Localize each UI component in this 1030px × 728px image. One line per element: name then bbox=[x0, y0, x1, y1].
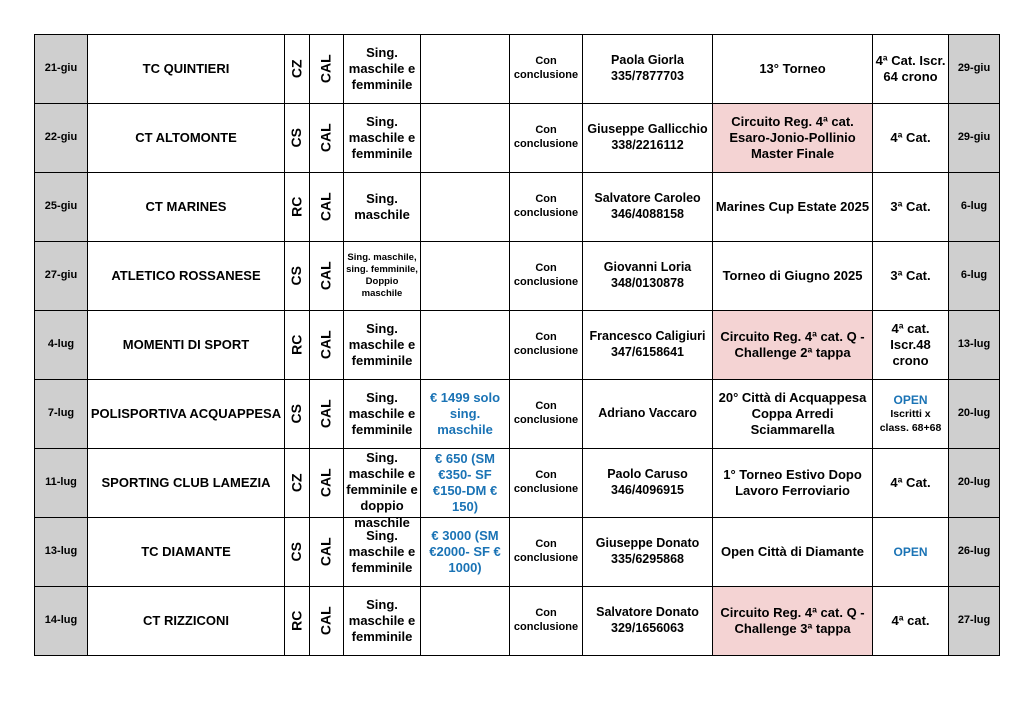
region-cell bbox=[310, 380, 344, 449]
end-date-cell: 6-lug bbox=[949, 242, 1000, 311]
prize-cell bbox=[421, 311, 510, 380]
end-date-cell: 26-lug bbox=[949, 518, 1000, 587]
draw-type-cell bbox=[344, 380, 421, 449]
region-cell-text: CAL bbox=[317, 468, 334, 498]
prize-text: € 650 (SM €350- SF €150-DM € 150) bbox=[432, 450, 498, 515]
category-text: 3ª Cat. bbox=[890, 267, 931, 283]
club-cell: TC DIAMANTE bbox=[88, 518, 285, 587]
end-date-cell: 20-lug bbox=[949, 380, 1000, 449]
contact-name: Francesco Caligiuri bbox=[589, 329, 706, 344]
province-cell bbox=[285, 587, 310, 656]
contact-cell bbox=[583, 449, 713, 518]
contact-name: Giuseppe Donato bbox=[595, 536, 700, 551]
prize-cell bbox=[421, 380, 510, 449]
region-cell bbox=[310, 587, 344, 656]
province-cell-text: RC bbox=[288, 334, 305, 355]
contact-name: Giuseppe Gallicchio bbox=[587, 122, 708, 137]
province-cell bbox=[285, 380, 310, 449]
contact-name: Paolo Caruso bbox=[607, 467, 688, 482]
category-text: 4ª Cat. Iscr. 64 crono bbox=[875, 52, 946, 84]
region-cell bbox=[310, 35, 344, 104]
province-cell bbox=[285, 104, 310, 173]
province-cell bbox=[285, 449, 310, 518]
region-cell bbox=[310, 173, 344, 242]
club-cell: ATLETICO ROSSANESE bbox=[88, 242, 285, 311]
tournament-table bbox=[34, 34, 1000, 656]
contact-name: Paola Giorla bbox=[611, 53, 684, 68]
table-row bbox=[35, 380, 1000, 449]
province-cell-text: CS bbox=[288, 542, 305, 562]
event-name-cell: 20° Città di Acquappesa Coppa Arredi Sciammarella bbox=[713, 380, 873, 449]
region-cell-text: CAL bbox=[317, 54, 334, 84]
category-cell bbox=[873, 449, 949, 518]
draw-type-cell bbox=[344, 311, 421, 380]
category-cell bbox=[873, 242, 949, 311]
table-row bbox=[35, 587, 1000, 656]
event-name-cell: Torneo di Giugno 2025 bbox=[713, 242, 873, 311]
draw-type-text: Sing. maschile e femminile bbox=[348, 320, 416, 369]
mode-cell: Con conclusione bbox=[510, 104, 583, 173]
prize-cell bbox=[421, 173, 510, 242]
open-badge: OPEN bbox=[893, 544, 928, 559]
prize-cell bbox=[421, 242, 510, 311]
draw-type-text: Sing. maschile bbox=[354, 190, 410, 222]
start-date-cell: 7-lug bbox=[35, 380, 88, 449]
prize-cell bbox=[421, 35, 510, 104]
club-cell: TC QUINTIERI bbox=[88, 35, 285, 104]
category-cell bbox=[873, 380, 949, 449]
province-cell bbox=[285, 242, 310, 311]
start-date-cell: 14-lug bbox=[35, 587, 88, 656]
contact-name: Adriano Vaccaro bbox=[598, 406, 697, 421]
draw-type-cell bbox=[344, 449, 421, 530]
region-cell bbox=[310, 242, 344, 311]
start-date-cell: 13-lug bbox=[35, 518, 88, 587]
province-cell-text: RC bbox=[288, 610, 305, 631]
province-cell-text: CZ bbox=[288, 473, 305, 493]
category-cell bbox=[873, 173, 949, 242]
draw-type-cell bbox=[344, 587, 421, 656]
contact-phone: 347/6158641 bbox=[611, 345, 685, 359]
province-cell bbox=[285, 518, 310, 587]
mode-cell: Con conclusione bbox=[510, 449, 583, 518]
category-text: 3ª Cat. bbox=[890, 198, 931, 214]
table-row bbox=[35, 242, 1000, 311]
event-name-cell: Open Città di Diamante bbox=[713, 518, 873, 587]
category-cell bbox=[873, 35, 949, 104]
end-date-cell: 6-lug bbox=[949, 173, 1000, 242]
mode-cell: Con conclusione bbox=[510, 311, 583, 380]
club-cell: SPORTING CLUB LAMEZIA bbox=[88, 449, 285, 518]
contact-name: Salvatore Donato bbox=[596, 605, 699, 620]
contact-cell bbox=[583, 518, 713, 587]
contact-phone: 338/2216112 bbox=[611, 138, 684, 152]
open-badge: OPEN bbox=[893, 393, 928, 408]
draw-type-cell bbox=[344, 35, 421, 104]
start-date-cell: 25-giu bbox=[35, 173, 88, 242]
region-cell bbox=[310, 518, 344, 587]
event-name-cell: 1° Torneo Estivo Dopo Lavoro Ferroviario bbox=[713, 449, 873, 518]
end-date-cell: 27-lug bbox=[949, 587, 1000, 656]
contact-phone: 346/4096915 bbox=[611, 483, 685, 497]
start-date-cell: 4-lug bbox=[35, 311, 88, 380]
table-row bbox=[35, 518, 1000, 587]
region-cell-text: CAL bbox=[317, 606, 334, 636]
contact-cell bbox=[583, 173, 713, 242]
region-cell-text: CAL bbox=[317, 192, 334, 222]
region-cell-text: CAL bbox=[317, 261, 334, 291]
draw-type-text: Sing. maschile, sing. femminile, Doppio maschile bbox=[346, 252, 418, 299]
prize-cell bbox=[421, 104, 510, 173]
draw-type-cell bbox=[344, 173, 421, 242]
category-cell bbox=[873, 587, 949, 656]
start-date-cell: 22-giu bbox=[35, 104, 88, 173]
draw-type-cell bbox=[344, 242, 421, 311]
event-name-cell: Circuito Reg. 4ª cat. Esaro-Jonio-Pollinio Master Finale bbox=[713, 104, 873, 173]
club-cell: CT MARINES bbox=[88, 173, 285, 242]
club-cell: POLISPORTIVA ACQUAPPESA bbox=[88, 380, 285, 449]
table-row bbox=[35, 173, 1000, 242]
contact-cell bbox=[583, 242, 713, 311]
end-date-cell: 29-giu bbox=[949, 35, 1000, 104]
mode-cell: Con conclusione bbox=[510, 380, 583, 449]
contact-phone: 335/7877703 bbox=[611, 69, 685, 83]
contact-cell bbox=[583, 104, 713, 173]
table-row bbox=[35, 449, 1000, 518]
table-row bbox=[35, 311, 1000, 380]
mode-cell: Con conclusione bbox=[510, 587, 583, 656]
province-cell bbox=[285, 173, 310, 242]
category-text: 4ª cat. bbox=[891, 612, 930, 628]
draw-type-text: Sing. maschile e femminile bbox=[348, 113, 416, 162]
prize-cell bbox=[421, 518, 510, 587]
category-cell bbox=[873, 104, 949, 173]
region-cell bbox=[310, 449, 344, 518]
club-cell: MOMENTI DI SPORT bbox=[88, 311, 285, 380]
contact-cell bbox=[583, 311, 713, 380]
region-cell bbox=[310, 311, 344, 380]
mode-cell: Con conclusione bbox=[510, 518, 583, 587]
contact-cell bbox=[583, 380, 713, 449]
province-cell bbox=[285, 35, 310, 104]
province-cell-text: CS bbox=[288, 266, 305, 286]
province-cell-text: CS bbox=[288, 404, 305, 424]
region-cell bbox=[310, 104, 344, 173]
table-row bbox=[35, 35, 1000, 104]
category-cell bbox=[873, 311, 949, 380]
club-cell: CT RIZZICONI bbox=[88, 587, 285, 656]
club-cell: CT ALTOMONTE bbox=[88, 104, 285, 173]
contact-cell bbox=[583, 587, 713, 656]
prize-text: € 3000 (SM €2000- SF € 1000) bbox=[429, 527, 501, 576]
event-name-cell: Circuito Reg. 4ª cat. Q - Challenge 3ª tappa bbox=[713, 587, 873, 656]
contact-phone: 348/0130878 bbox=[611, 276, 685, 290]
draw-type-text: Sing. maschile e femminile e doppio maschile bbox=[346, 449, 418, 530]
contact-name: Giovanni Loria bbox=[603, 260, 692, 275]
category-text: 4ª Cat. bbox=[890, 474, 931, 490]
province-cell-text: RC bbox=[288, 196, 305, 217]
mode-cell: Con conclusione bbox=[510, 35, 583, 104]
draw-type-cell bbox=[344, 104, 421, 173]
contact-phone: 335/6295868 bbox=[611, 552, 685, 566]
prize-cell bbox=[421, 587, 510, 656]
end-date-cell: 13-lug bbox=[949, 311, 1000, 380]
end-date-cell: 29-giu bbox=[949, 104, 1000, 173]
region-cell-text: CAL bbox=[317, 399, 334, 429]
mode-cell: Con conclusione bbox=[510, 242, 583, 311]
draw-type-text: Sing. maschile e femminile bbox=[348, 44, 416, 93]
prize-cell bbox=[421, 449, 510, 518]
category-cell bbox=[873, 518, 949, 587]
mode-cell: Con conclusione bbox=[510, 173, 583, 242]
prize-text: € 1499 solo sing. maschile bbox=[429, 389, 501, 438]
draw-type-text: Sing. maschile e femminile bbox=[348, 527, 416, 576]
draw-type-text: Sing. maschile e femminile bbox=[348, 596, 416, 645]
draw-type-text: Sing. maschile e femminile bbox=[348, 389, 416, 438]
contact-phone: 329/1656063 bbox=[611, 621, 685, 635]
start-date-cell: 27-giu bbox=[35, 242, 88, 311]
start-date-cell: 11-lug bbox=[35, 449, 88, 518]
region-cell-text: CAL bbox=[317, 123, 334, 153]
province-cell bbox=[285, 311, 310, 380]
region-cell-text: CAL bbox=[317, 330, 334, 360]
event-name-cell: Circuito Reg. 4ª cat. Q - Challenge 2ª tappa bbox=[713, 311, 873, 380]
contact-name: Salvatore Caroleo bbox=[594, 191, 701, 206]
category-text: 4ª cat. Iscr.48 crono bbox=[890, 320, 931, 369]
contact-phone: 346/4088158 bbox=[611, 207, 685, 221]
table-row bbox=[35, 104, 1000, 173]
end-date-cell: 20-lug bbox=[949, 449, 1000, 518]
province-cell-text: CS bbox=[288, 128, 305, 148]
category-text: 4ª Cat. bbox=[890, 129, 931, 145]
category-text: Iscritti x class. 68+68 bbox=[879, 408, 942, 434]
start-date-cell: 21-giu bbox=[35, 35, 88, 104]
province-cell-text: CZ bbox=[288, 59, 305, 79]
event-name-cell: 13° Torneo bbox=[713, 35, 873, 104]
event-name-cell: Marines Cup Estate 2025 bbox=[713, 173, 873, 242]
region-cell-text: CAL bbox=[317, 537, 334, 567]
contact-cell bbox=[583, 35, 713, 104]
